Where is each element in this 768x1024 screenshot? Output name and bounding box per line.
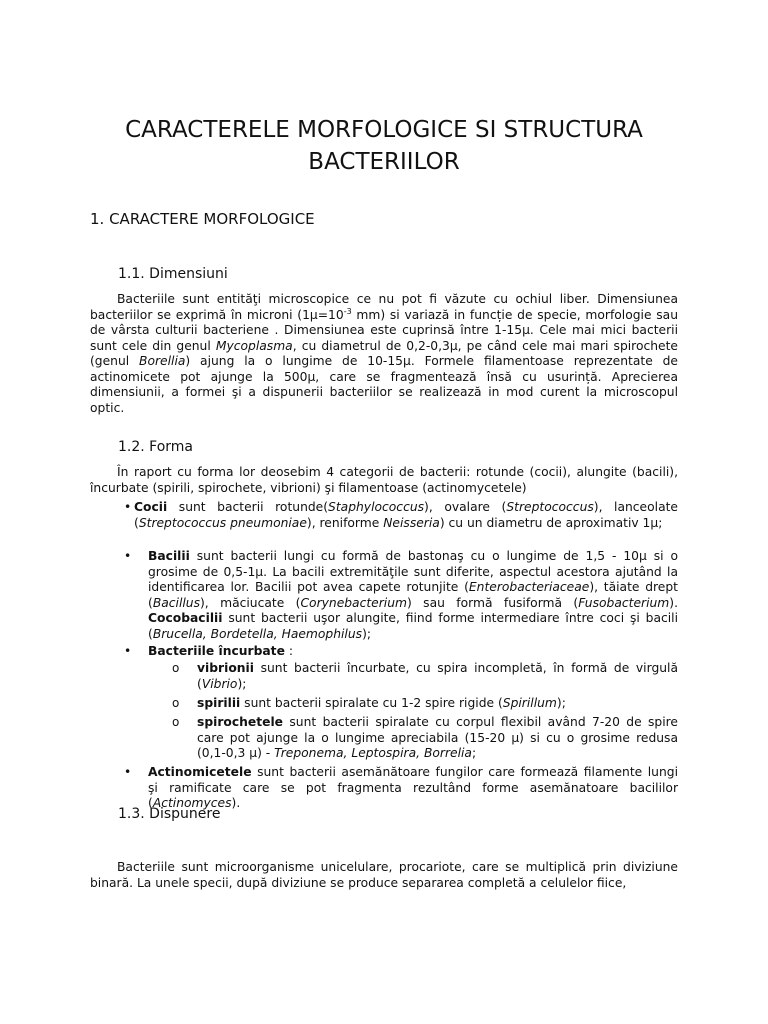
text-segment: ), măciucate ( (200, 595, 301, 610)
term-bold: Bacteriile încurbate (148, 644, 285, 658)
text-segment: , cu diametrul de 0,2-0,3μ, pe când cele mai mari spirochete (genul (90, 338, 679, 368)
term-bold: vibrionii (197, 661, 254, 675)
genus-name: Borellia (139, 354, 186, 368)
bullet-marker: • (124, 765, 132, 779)
sublist-item-spirochetes (172, 715, 678, 762)
genus-name: Staphylococcus (328, 500, 425, 514)
genus-name: Bacillus (152, 595, 200, 610)
text-segment: ), reniforme (306, 515, 384, 530)
genus-name: Enterobacteriaceae (468, 580, 590, 594)
text-segment: sunt bacterii spiralate cu 1-2 spire rigide ( (240, 696, 503, 710)
text-segment: Bacteriile sunt microorganisme unicelulare, procariote, care se multiplică prin diviziune binară. La unele specii, după diviziune se produce separarea completă a celulelor fiice, (90, 860, 678, 890)
text-segment: : (284, 644, 293, 658)
text-segment: ) sau formă fusiformă ( (407, 595, 579, 610)
text-segment: mm) si variază in funcție de specie, morfologie sau de vârsta culturii bacteriene . Dimensiunea este cuprinsă între 1-15μ. Cele mai mici bacterii sunt cele din genul (90, 307, 679, 353)
genus-name: Brucella, Bordetella, Haemophilus (152, 626, 363, 641)
text-segment: sunt bacterii lungi cu formă de bastonaş cu o lungime de 1,5 - 10μ si o grosime de 0,5-1μ. La bacili extremităţile sunt diferite, aspectul acestora ajutând la identificarea lor. Bacilii pot avea capete rotunjite ( (148, 549, 678, 594)
term-bold: spirochetele (197, 715, 284, 729)
paragraph-dimensiuni (90, 292, 678, 416)
text-segment: ) ajung la o lungime de 10-15μ. Formele filamentoase reprezentate de actinomicete pot ajunge la 500μ, care se fragmentează însă cu usurință. Aprecierea dimensiunii, a formei şi a dispunerii bacteriilor se realizează in mod curent la microscopul optic. (90, 354, 678, 415)
text-segment: ), lanceolate ( (134, 500, 678, 530)
text-segment: sunt bacterii asemănătoare fungilor care formează filamente lungi şi ramificate care se pot fragmenta rezultând forme asemănatoare bacililor ( (148, 765, 678, 810)
sub-bullet-marker: o (172, 661, 180, 675)
genus-name: Fusobacterium (578, 595, 670, 610)
term-bold: Cocii (134, 500, 168, 514)
text-segment: ). (669, 595, 678, 610)
text-segment: sunt bacterii uşor alungite, fiind forme intermediare între coci şi bacili ( (148, 611, 678, 641)
genus-name: Spirillum (502, 696, 557, 710)
list-item-curved-bacteria (118, 644, 678, 660)
sublist-item-spirilli (172, 696, 678, 712)
genus-name: Neisseria (383, 515, 440, 530)
term-bold: Cocobacilii (148, 611, 223, 625)
text-segment: sunt bacterii spiralate cu corpul flexibil având 7-20 de spire care pot ajunge la o lungime apreciabila (15-20 μ) si cu o grosime redusa (0,1-0,3 μ) - (197, 715, 678, 760)
paragraph-forma-intro (90, 465, 678, 496)
text-segment: Bacteriile sunt entităţi microscopice ce nu pot fi văzute cu ochiul liber. Dimensiunea bacteriilor se exprimă în microni (1μ=10 (90, 292, 678, 322)
genus-name: Mycoplasma (215, 338, 293, 353)
sublist-item-vibrio (172, 661, 678, 692)
subsection-heading-forma: 1.2. Forma (118, 439, 194, 455)
subsection-heading-dimensiuni: 1.1. Dimensiuni (118, 266, 228, 282)
bullet-marker: • (124, 549, 132, 563)
text-segment: sunt bacterii rotunde( (167, 500, 329, 514)
list-item-actinomycetes (118, 765, 678, 812)
text-segment: ); (556, 696, 566, 710)
text-segment: ), ovalare ( (424, 500, 507, 514)
paragraph-dispunere (90, 860, 678, 891)
list-item-cocci (118, 500, 678, 531)
genus-name: Corynebacterium (300, 595, 407, 610)
genus-name: Treponema, Leptospira, Borrelia (274, 746, 472, 760)
bullet-marker: • (124, 644, 132, 658)
text-segment: ). (231, 796, 241, 810)
genus-name: Streptococcus pneumoniae (138, 515, 307, 530)
text-segment: sunt bacterii încurbate, cu spira incompletă, în formă de virgulă ( (197, 661, 678, 691)
subsection-heading-dispunere: 1.3. Dispunere (118, 806, 221, 822)
term-bold: spirilii (197, 696, 241, 710)
text-segment: ; (471, 746, 477, 760)
list-item-bacilli (118, 549, 678, 642)
document-title: CARACTERELE MORFOLOGICE SI STRUCTURA BACTERIILOR (125, 117, 643, 175)
term-bold: Actinomicetele (148, 765, 252, 779)
term-bold: Bacilii (148, 549, 190, 563)
text-segment: ), tăiate drept ( (148, 580, 678, 610)
bullet-marker: • (124, 500, 132, 514)
sub-bullet-marker: o (172, 715, 180, 729)
superscript-exponent: -3 (343, 306, 352, 316)
text-segment: ) cu un diametru de aproximativ 1μ; (439, 515, 663, 530)
text-segment: ); (362, 626, 372, 641)
sub-bullet-marker: o (172, 696, 180, 710)
genus-name: Streptococcus (506, 500, 594, 514)
genus-name: Actinomyces (152, 796, 232, 810)
text-segment: În raport cu forma lor deosebim 4 categorii de bacterii: rotunde (cocii), alungite (bacili), încurbate (spirili, spirochete, vibrioni) şi filamentoase (actinomycetele) (90, 465, 678, 495)
text-segment: ); (237, 676, 247, 691)
section-heading-caractere-morfologice: 1. CARACTERE MORFOLOGICE (90, 210, 315, 228)
genus-name: Vibrio (201, 676, 238, 691)
